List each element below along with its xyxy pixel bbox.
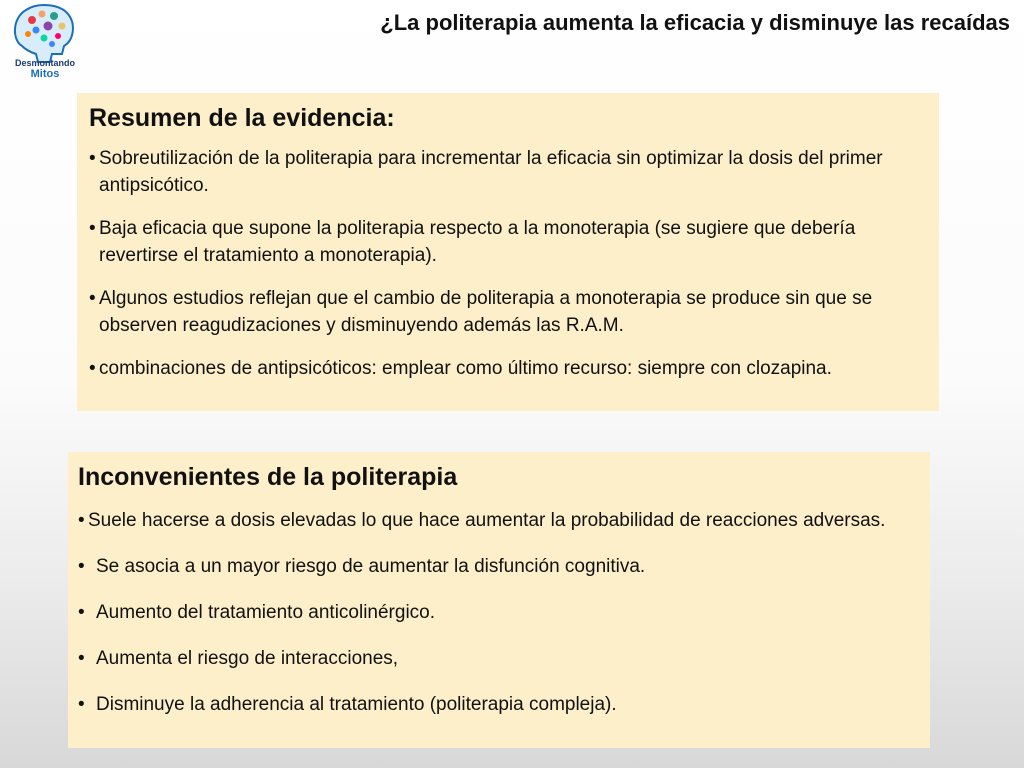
- bullet-icon: •: [89, 358, 96, 379]
- drawbacks-panel: [68, 452, 930, 748]
- evidence-item-text: Baja eficacia que supone la politerapia respecto a la monoterapia (se sugiere que debería revertirse el tratamiento a monoterapia).: [99, 218, 856, 266]
- logo: [2, 0, 88, 80]
- bullet-icon: •: [89, 218, 96, 239]
- bullet-icon: •: [78, 510, 85, 531]
- bullet-icon: •: [78, 694, 85, 715]
- drawback-item: [78, 553, 916, 580]
- drawback-item: [78, 507, 916, 534]
- bullet-icon: •: [89, 148, 96, 169]
- drawback-item-text: Aumento del tratamiento anticolinérgico.: [96, 602, 436, 623]
- drawback-item-text: Suele hacerse a dosis elevadas lo que hace aumentar la probabilidad de reacciones adversas.: [88, 510, 886, 531]
- drawback-item: [78, 645, 916, 672]
- bullet-icon: •: [78, 602, 85, 623]
- evidence-item: [89, 285, 925, 339]
- drawback-item: [78, 691, 916, 718]
- evidence-item-text: Algunos estudios reflejan que el cambio de politerapia a monoterapia se produce sin que se observen reagudizaciones y disminuyendo además las R.A.M.: [99, 288, 873, 336]
- bullet-icon: •: [89, 288, 96, 309]
- drawback-item-text: Se asocia a un mayor riesgo de aumentar la disfunción cognitiva.: [96, 556, 646, 577]
- logo-line1: Desmontando: [14, 58, 76, 68]
- bullet-icon: •: [78, 648, 85, 669]
- bullet-icon: •: [78, 556, 85, 577]
- drawback-item: [78, 599, 916, 626]
- evidence-item: [89, 215, 925, 269]
- drawbacks-heading: Inconvenientes de la politerapia: [78, 463, 458, 491]
- evidence-heading: Resumen de la evidencia:: [89, 104, 395, 132]
- evidence-item: [89, 145, 925, 199]
- evidence-list: [89, 145, 925, 382]
- logo-line2: Mitos: [30, 68, 60, 80]
- brain-head-icon: [2, 0, 88, 80]
- evidence-item-text: combinaciones de antipsicóticos: emplear como último recurso: siempre con clozapina.: [99, 358, 832, 379]
- evidence-panel: [77, 93, 939, 411]
- drawback-item-text: Disminuye la adherencia al tratamiento (politerapia compleja).: [96, 694, 617, 715]
- drawbacks-list: [78, 507, 916, 718]
- evidence-item-text: Sobreutilización de la politerapia para incrementar la eficacia sin optimizar la dosis del primer antipsicótico.: [99, 148, 883, 196]
- evidence-item: [89, 355, 925, 382]
- drawback-item-text: Aumenta el riesgo de interacciones,: [96, 648, 399, 669]
- slide-title: ¿La politerapia aumenta la eficacia y disminuye las recaídas: [380, 10, 1010, 35]
